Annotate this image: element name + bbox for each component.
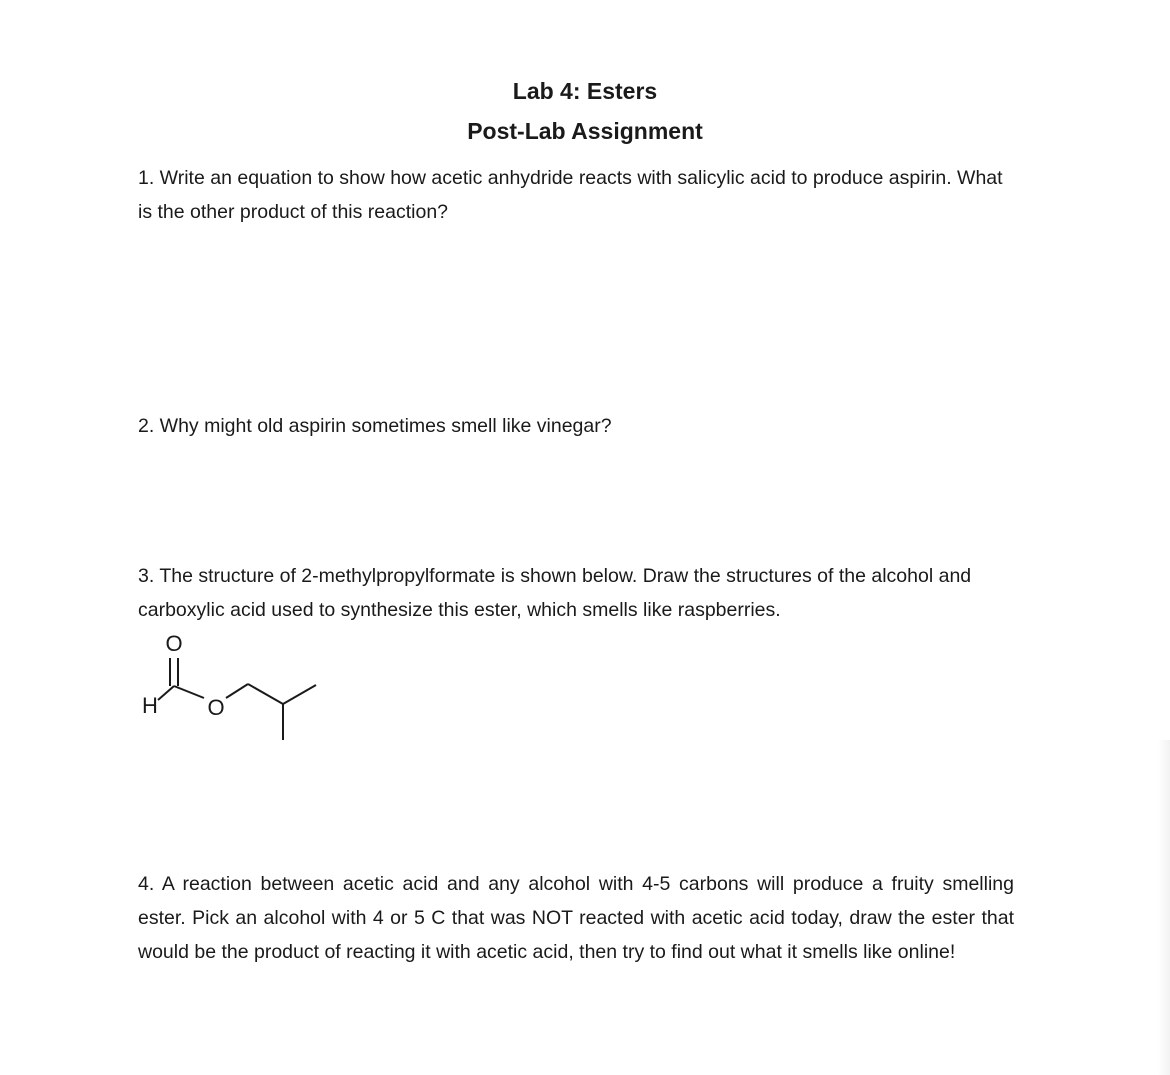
page-edge-shadow (1158, 740, 1170, 1075)
2-methylpropylformate-structure (130, 628, 330, 748)
ch-methyl-bond-1 (283, 685, 316, 704)
page-title: Lab 4: Esters (512, 78, 658, 104)
question-1: 1. Write an equation to show how acetic anhydride reacts with salicylic acid to produce aspirin. What is the other product of this reaction? (138, 167, 1003, 223)
question-2: 2. Why might old aspirin sometimes smell like vinegar? (138, 415, 612, 437)
o-ch2-bond (226, 684, 248, 698)
c-o-bond (174, 686, 204, 698)
ch2-ch-bond (248, 684, 283, 704)
hydrogen-label: H (142, 693, 158, 718)
carbonyl-oxygen-label: O (165, 631, 183, 656)
ester-oxygen-label: O (207, 695, 225, 720)
h-c-bond (158, 686, 174, 700)
question-4: 4. A reaction between acetic acid and any alcohol with 4-5 carbons will produce a fruity smelling ester. Pick an alcohol with 4 or 5 C that was NOT reacted with acetic acid today, draw the ester that would be the product of reacting it with acetic acid, then try to find out what it smells like online! (138, 873, 1014, 963)
question-3: 3. The structure of 2-methylpropylformate is shown below. Draw the structures of the alcohol and carboxylic acid used to synthesize this ester, which smells like raspberries. (138, 565, 972, 621)
page-subtitle: Post-Lab Assignment (467, 118, 703, 144)
